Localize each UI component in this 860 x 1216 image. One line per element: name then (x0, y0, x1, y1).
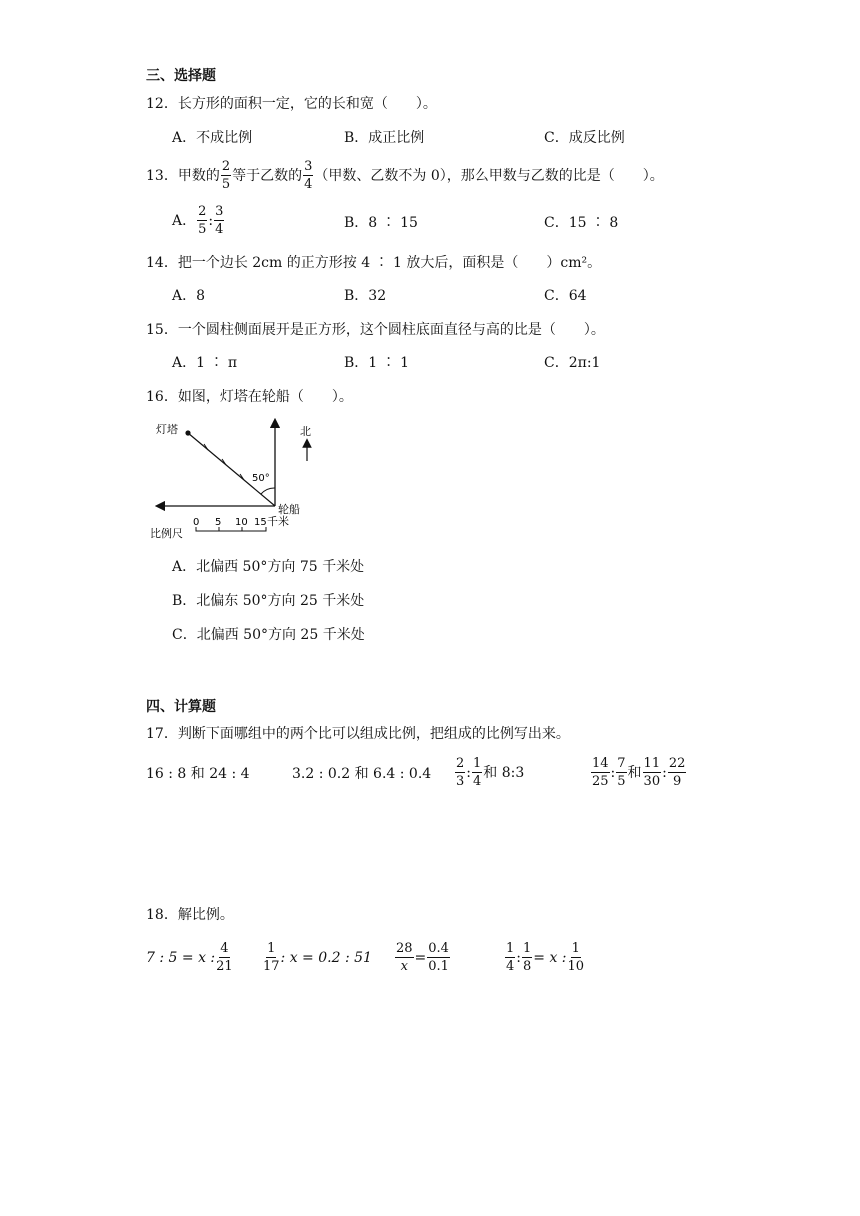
question-15-stem: 15．一个圆柱侧面展开是正方形，这个圆柱底面直径与高的比是（ ）。 (146, 322, 605, 338)
question-12-option-c[interactable]: C．成反比例 (544, 130, 625, 146)
question-16-option-b[interactable]: B．北偏东 50°方向 25 千米处 (172, 593, 365, 609)
angle-arc (261, 488, 275, 494)
question-14-option-c[interactable]: C．64 (544, 288, 587, 304)
lighthouse-label: 灯塔 (156, 423, 178, 436)
equation-4: $\frac{1}{4}$ : $\frac{1}{8}$ = x : $\frac{1}{10}$ (506, 941, 585, 974)
scale-tick-10: 10 (235, 517, 248, 528)
question-17-group-3: $\frac{2}{3}$ : $\frac{1}{4}$ 和 8:3 (456, 756, 525, 789)
scale-tick-5: 5 (215, 517, 222, 528)
question-14-option-b[interactable]: B．32 (344, 288, 387, 304)
equation-3: $\frac{28}{x}$ = $\frac{0.4}{0.1}$ (396, 941, 449, 974)
question-12-option-a[interactable]: A．不成比例 (172, 130, 253, 146)
question-12-stem: 12．长方形的面积一定，它的长和宽（ ）。 (146, 96, 437, 112)
question-16-stem: 16．如图，灯塔在轮船（ ）。 (146, 389, 353, 405)
question-13-option-c[interactable]: C．15 ∶ 8 (544, 215, 619, 231)
scale-label: 比例尺 (150, 527, 183, 540)
scale-tick-15: 15 (254, 517, 267, 528)
question-18-stem: 18．解比例。 (146, 907, 234, 923)
equation-1: 7 : 5 = x : $\frac{4}{21}$ (146, 941, 233, 974)
ship-label: 轮船 (278, 503, 300, 516)
scale-tick-0: 0 (193, 517, 200, 528)
fraction: $\frac{2}{5}$ (221, 159, 231, 192)
section-title-choice: 三、选择题 (146, 68, 216, 84)
question-13-option-a[interactable]: A． $\frac{2}{5}$ : $\frac{3}{4}$ (172, 204, 224, 237)
question-17-group-2: 3.2 : 0.2 和 6.4 : 0.4 (292, 766, 432, 782)
section-title-calc: 四、计算题 (146, 699, 216, 715)
question-17-stem: 17．判断下面哪组中的两个比可以组成比例，把组成的比例写出来。 (146, 726, 570, 742)
question-16-option-c[interactable]: C．北偏西 50°方向 25 千米处 (172, 627, 365, 643)
question-12-option-b[interactable]: B．成正比例 (344, 130, 425, 146)
north-label: 北 (300, 425, 311, 438)
question-14-option-a[interactable]: A．8 (172, 288, 206, 304)
question-14-stem: 14．把一个边长 2cm 的正方形按 4 ∶ 1 放大后，面积是（ ）cm²。 (146, 255, 602, 271)
question-13-stem: 13．甲数的 $\frac{2}{5}$ 等于乙数的 $\frac{3}{4}$ （甲数、乙数不为 0），那么甲数与乙数的比是（ ）。 (146, 159, 664, 192)
angle-label: 50° (252, 473, 270, 484)
question-17-group-1: 16 : 8 和 24 : 4 (146, 766, 250, 782)
question-15-option-c[interactable]: C．2π:1 (544, 355, 601, 371)
bearing-line (188, 433, 275, 506)
question-17-group-4: $\frac{14}{25}$ : $\frac{7}{5}$ 和 $\frac{11}{30}$ : $\frac{22}{9}$ (592, 756, 686, 789)
lighthouse-dot (185, 430, 190, 435)
question-15-option-b[interactable]: B．1 ∶ 1 (344, 355, 410, 371)
scale-unit: 千米 (267, 515, 289, 528)
fraction: $\frac{3}{4}$ (304, 159, 313, 192)
question-16-option-a[interactable]: A．北偏西 50°方向 75 千米处 (172, 559, 365, 575)
compass-figure (140, 415, 340, 545)
equation-2: $\frac{1}{17}$ : x = 0.2 : 51 (263, 941, 372, 974)
question-13-option-b[interactable]: B．8 ∶ 15 (344, 215, 418, 231)
question-15-option-a[interactable]: A．1 ∶ π (172, 355, 238, 371)
